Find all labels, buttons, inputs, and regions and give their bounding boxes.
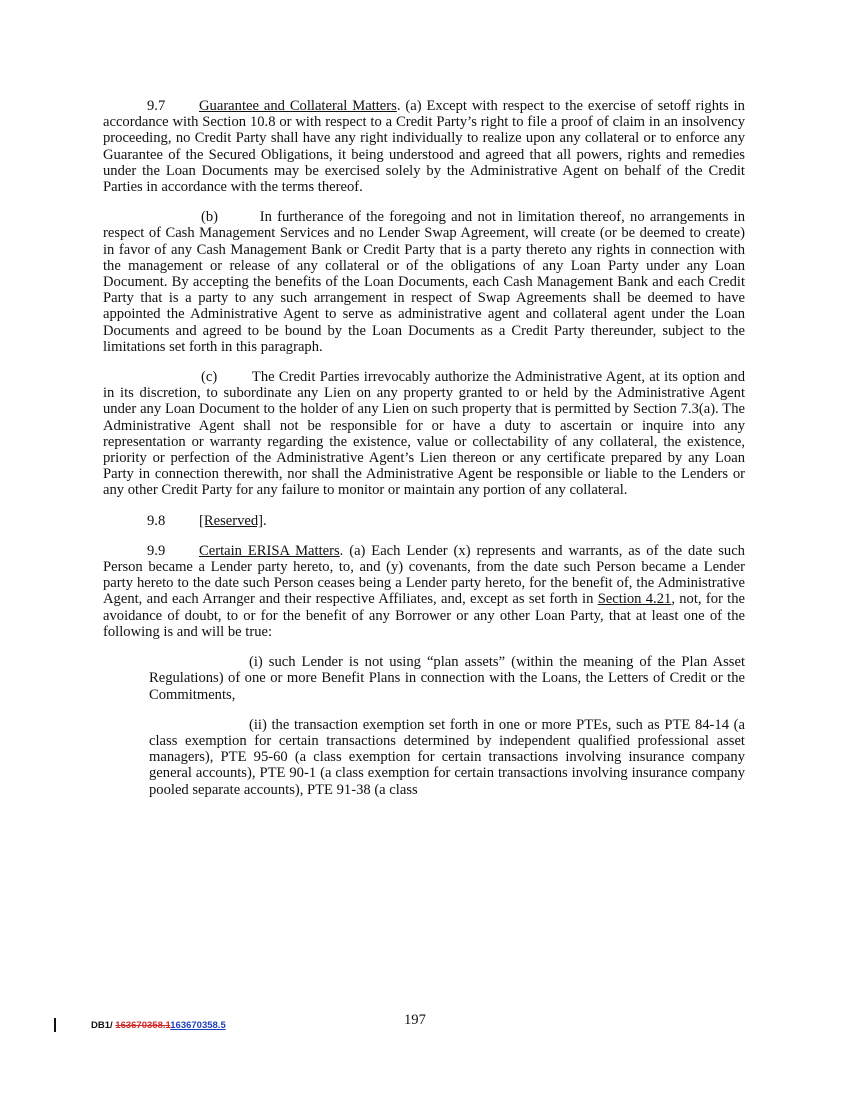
paragraph-text: . (a) Each Lender (x) represents and warrants, as of the date such Person became a Lender party hereto, to, and (y) covenants, from the date such Person became a Lender party hereto to the date such Person ceases being a Lender party hereto, for the benefit of, the Administrative Agent, and each Arranger and their respective Affiliates, and, except as set forth in [103,542,745,608]
section-9-9-item-ii [149,717,745,798]
item-text: (ii) the transaction exemption set forth in one or more PTEs, such as PTE 84-14 (a class exemption for certain transactions determined by independent qualified professional asset managers), PTE 95-60 (a class exemption for certain transactions involving insurance company general accounts), PTE 90-1 (a class exemption for certain transactions involving insurance company pooled separate accounts), PTE 91-38 (a class [149,716,745,798]
item-text: (i) such Lender is not using “plan assets” (within the meaning of the Plan Asset Regulations) of one or more Benefit Plans in connection with the Loans, the Letters of Credit or the Commitments, [149,654,745,703]
section-9-8-paragraph: 9.8 [Reserved]. [147,512,267,529]
deleted-document-id: 163670358.1 [115,1020,171,1031]
section-title: [Reserved] [199,512,264,529]
document-page [103,98,745,812]
paragraph-text: . (a) Except with respect to the exercise of setoff rights in accordance with Section 10.8 or with respect to a Credit Party’s right to file a proof of claim in an insolvency proceeding, no Credit Party shall have any right individually to realize upon any collateral or to enforce any Guarantee of the Secured Obligations, it being understood and agreed that all powers, rights and remedies under the Loan Documents may be exercised solely by the Administrative Agent on behalf of the Credit Parties in accordance with the terms thereof. [103,98,745,196]
section-reference-link[interactable]: Section 4.21 [597,591,672,608]
section-9-7-paragraph-c [103,369,745,499]
paragraph-text: The Credit Parties irrevocably authorize the Administrative Agent, at its option and in its discretion, to subordinate any Lien on any property granted to or held by the Administrative Agent under any Loan Document to the holder of any Lien on such property that is permitted by Section 7.3(a). The Administrative Agent shall not be responsible for or have a duty to ascertain or inquire into any representation or warranty regarding the existence, value or collectability of any collateral, the existence, priority or perfection of the Administrative Agent’s Lien thereon or any certificate prepared by any Loan Party in connection therewith, nor shall the Administrative Agent be responsible or liable to the Lenders or any other Credit Party for any failure to monitor or maintain any portion of any collateral. [103,369,746,499]
clause-label: (c) [201,369,218,386]
section-9-7-paragraph-b [103,209,745,355]
document-id: DB1/ 163670358.1163670358.5 [91,1020,226,1031]
section-9-9-item-i [149,654,745,703]
section-title: Certain ERISA Matters [199,542,340,559]
change-bar [54,1018,56,1032]
section-number: 9.9 [147,542,166,559]
paragraph-text: In furtherance of the foregoing and not in limitation thereof, no arrangements in respect of Cash Management Services and no Lender Swap Agreement, will create (or be deemed to create) in favor of any Cash Management Bank or Credit Party that is a party thereto any rights in connection with the management or release of any collateral or of the obligations of any Loan Party under any Loan Document. By accepting the benefits of the Loan Documents, each Cash Management Bank and each Credit Party that is a party to any such arrangement in respect of Swap Agreements shall be deemed to have appointed the Administrative Agent to serve as administrative agent and collateral agent under the Loan Documents and agreed to be bound by the Loan Documents as a Credit Party thereunder, subject to the limitations set forth in this paragraph. [103,209,746,355]
clause-label: (b) [201,209,219,226]
section-number: 9.8 [147,512,166,529]
paragraph-text: , not, for the avoidance of doubt, to or for the benefit of any Borrower or any other Loan Party, that at least one of the following is and will be true: [103,591,745,640]
page-footer [0,1012,849,1042]
page-number: 197 [404,1012,426,1028]
section-title: Guarantee and Collateral Matters [199,98,397,114]
section-9-9-paragraph-a [103,543,745,640]
section-number: 9.7 [147,98,166,114]
inserted-document-id: 163670358.5 [170,1020,226,1031]
section-9-7-paragraph-a [103,98,745,195]
